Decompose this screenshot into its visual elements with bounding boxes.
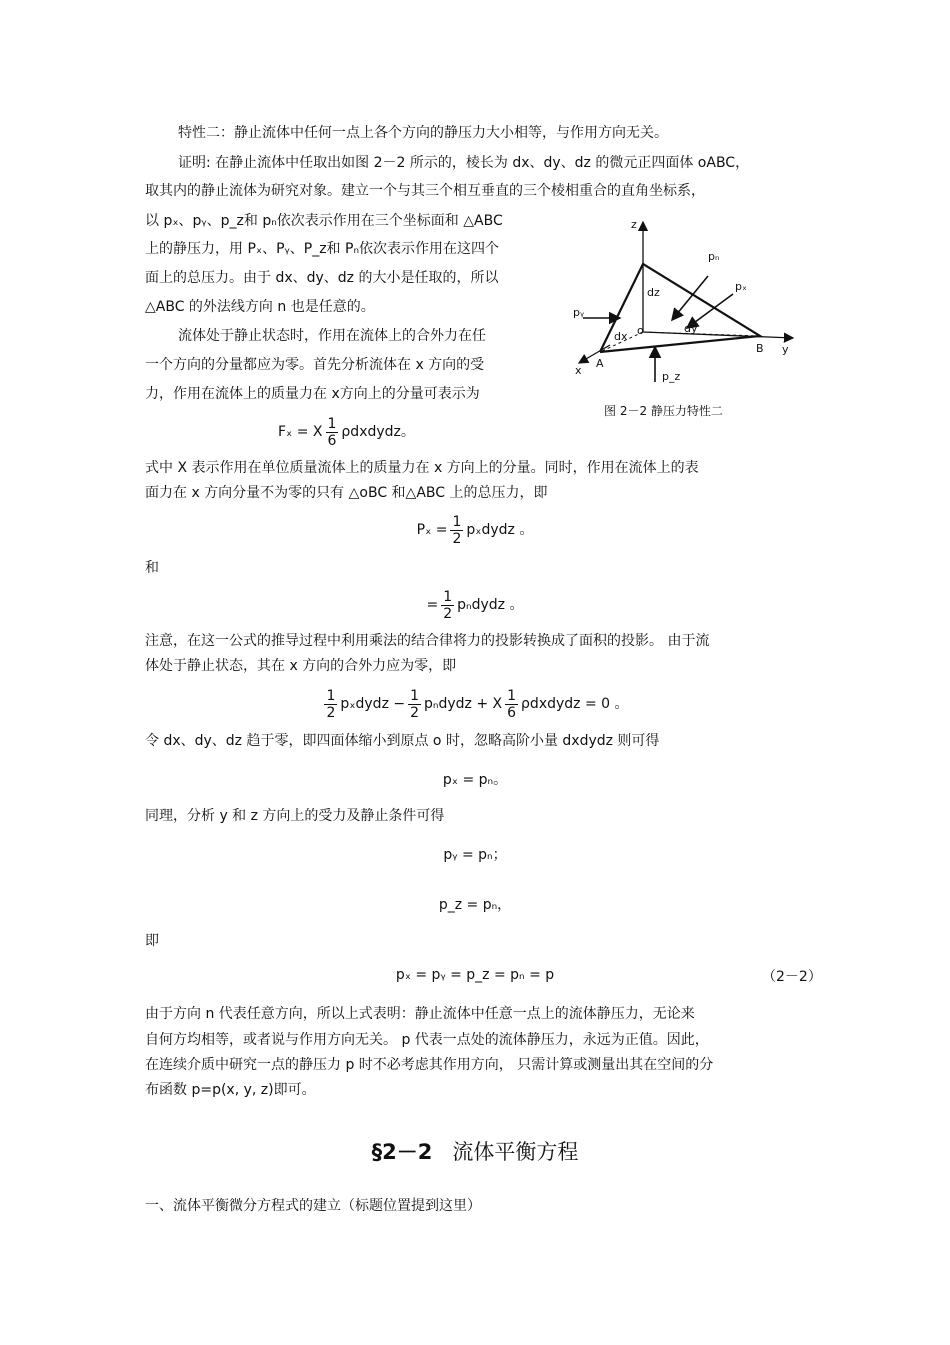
text-and: 和: [145, 560, 159, 576]
label-pz: p_z: [662, 370, 681, 383]
proof-line-1: 证明: 在静止流体中任取出如图 2－2 所示的，棱长为 dx、dy、dz 的微元正四面体 oABC，: [178, 155, 750, 171]
equation-fx: Fₓ = X $\frac{1}{6}$ ρdxdydz。: [278, 415, 415, 449]
tetrahedron-figure: [565, 210, 805, 420]
label-x: x: [575, 364, 582, 377]
label-dy: dy: [684, 322, 698, 335]
equation-balance: $\frac{1}{2}$ pₓdydz − $\frac{1}{2}$ pₙdydz + X $\frac{1}{6}$ ρdxdydz = 0 。: [326, 687, 629, 721]
text-line-15: 同理，分析 y 和 z 方向上的受力及静止条件可得: [145, 808, 445, 824]
label-pn: pₙ: [708, 250, 720, 263]
label-dx: dx: [614, 330, 628, 343]
label-a: A: [596, 357, 604, 370]
proof-line-3: 以 pₓ、pᵧ、p_z和 pₙ依次表示作用在三个坐标面和 △ABC: [145, 213, 503, 229]
text-line-11: 面力在 x 方向分量不为零的只有 △oBC 和△ABC 上的总压力，即: [145, 485, 548, 501]
proof-line-5: 面上的总压力。由于 dx、dy、dz 的大小是任取的，所以: [145, 270, 499, 286]
proof-line-4: 上的静压力，用 Pₓ、Pᵧ、P_z和 Pₙ依次表示作用在这四个: [145, 241, 500, 257]
text-line-18: 在连续介质中研究一点的静压力 p 时不必考虑其作用方向， 只需计算或测量出其在空间的分: [145, 1057, 714, 1073]
label-py: pᵧ: [573, 306, 585, 319]
text-line-10: 式中 X 表示作用在单位质量流体上的质量力在 x 方向上的分量。同时，作用在流体上的表: [145, 460, 699, 476]
proof-line-8: 一个方向的分量都应为零。首先分析流体在 x 方向的受: [145, 357, 485, 373]
equation-pn: = $\frac{1}{2}$ pₙdydz 。: [426, 588, 524, 622]
equation-px-pn: pₓ = pₙ。: [442, 772, 508, 788]
equation-pz-pn: p_z = pₙ，: [438, 897, 512, 913]
equation-py-pn: pᵧ = pₙ；: [443, 847, 507, 863]
proof-line-9: 力，作用在流体上的质量力在 x方向上的分量可表示为: [145, 386, 480, 402]
x-axis: [579, 345, 610, 363]
equation-number: （2－2）: [762, 969, 822, 985]
label-px: pₓ: [735, 280, 747, 293]
label-y: y: [782, 343, 789, 356]
text-ji: 即: [145, 933, 159, 949]
text-line-17: 自何方均相等，或者说与作用方向无关。 p 代表一点处的流体静压力，永远为正值。因此，: [145, 1032, 709, 1048]
label-dz: dz: [647, 286, 660, 299]
equation-2-2: pₓ = pᵧ = p_z = pₙ = p: [395, 967, 555, 983]
text-line-12: 注意，在这一公式的推导过程中利用乘法的结合律将力的投影转换成了面积的投影。 由于流: [145, 633, 710, 649]
text-line-16: 由于方向 n 代表任意方向，所以上式表明：静止流体中任意一点上的流体静压力，无论来: [145, 1006, 695, 1022]
text-line-19: 布函数 p=p(x, y, z)即可。: [145, 1082, 316, 1098]
property-two-statement: 特性二：静止流体中任何一点上各个方向的静压力大小相等，与作用方向无关。: [178, 125, 668, 141]
section-heading: §2－2 流体平衡方程: [371, 1140, 579, 1164]
text-line-14: 令 dx、dy、dz 趋于零，即四面体缩小到原点 o 时，忽略高阶小量 dxdydz 则可得: [145, 733, 660, 749]
equation-px: Pₓ = $\frac{1}{2}$ pₓdydz 。: [416, 513, 534, 547]
subsection-heading: 一、流体平衡微分方程式的建立（标题位置提到这里）: [145, 1198, 481, 1214]
pn-arrow: [672, 276, 708, 320]
label-b: B: [756, 342, 764, 355]
label-z: z: [631, 218, 637, 231]
proof-line-6: △ABC 的外法线方向 n 也是任意的。: [145, 299, 375, 315]
figure-caption: 图 2－2 静压力特性二: [604, 404, 723, 418]
y-axis: [643, 332, 793, 338]
text-line-13: 体处于静止状态，其在 x 方向的合外力应为零，即: [145, 658, 457, 674]
proof-line-2: 取其内的静止流体为研究对象。建立一个与其三个相互垂直的三个棱相重合的直角坐标系，: [145, 183, 705, 199]
proof-line-7: 流体处于静止状态时，作用在流体上的合外力在任: [178, 328, 486, 344]
label-o: o: [637, 324, 644, 337]
